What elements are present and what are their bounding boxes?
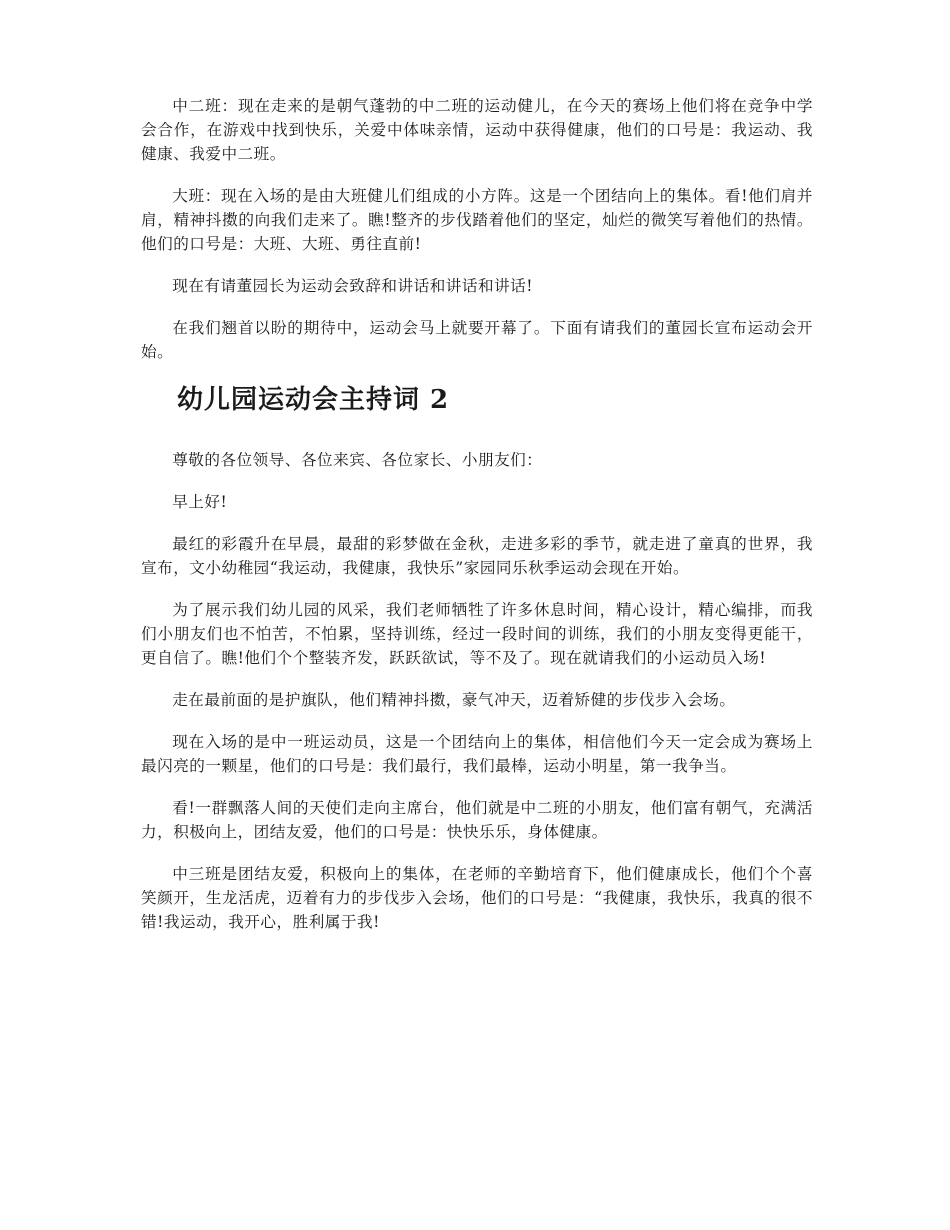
paragraph-good-morning: 早上好! (172, 493, 228, 511)
paragraph-announcement: 最红的彩霞升在早晨，最甜的彩梦做在金秋，走进多彩的季节，就走进了童真的世界，我宣布，文小幼稚园“我运动，我健康，我快乐”家园同乐秋季运动会现在开始。 (141, 535, 813, 577)
paragraph-director-speech: 现在有请董园长为运动会致辞和讲话和讲话和讲话! (172, 277, 534, 295)
paragraph-opening: 在我们翘首以盼的期待中，运动会马上就要开幕了。下面有请我们的董园长宣布运动会开始。 (141, 319, 813, 361)
paragraph-greeting: 尊敬的各位领导、各位来宾、各位家长、小朋友们： (172, 451, 543, 469)
section-heading: 幼儿园运动会主持词 2 (177, 385, 450, 415)
paragraph-mid2-class: 中二班：现在走来的是朝气蓬勃的中二班的运动健儿，在今天的赛场上他们将在竞争中学会合作，在游戏中找到快乐，关爱中体味亲情，运动中获得健康，他们的口号是：我运动、我健康、我爱中二班。 (141, 97, 813, 163)
paragraph-showcase: 为了展示我们幼儿园的风采，我们老师牺牲了许多休息时间，精心设计，精心编排，而我们小朋友们也不怕苦，不怕累，坚持训练，经过一段时间的训练，我们的小朋友变得更能干，更自信了。瞧!他们个个整装齐发，跃跃欲试，等不及了。现在就请我们的小运动员入场! (141, 601, 813, 667)
paragraph-flag-team: 走在最前面的是护旗队，他们精神抖擞，豪气冲天，迈着矫健的步伐步入会场。 (172, 691, 736, 709)
paragraph-mid2-angels: 看!一群飘落人间的天使们走向主席台，他们就是中二班的小朋友，他们富有朝气，充满活力，积极向上，团结友爱，他们的口号是：快快乐乐，身体健康。 (141, 799, 813, 841)
paragraph-mid3-class: 中三班是团结友爱，积极向上的集体，在老师的辛勤培育下，他们健康成长，他们个个喜笑颜开，生龙活虎，迈着有力的步伐步入会场，他们的口号是：“我健康，我快乐，我真的很不错!我运动，我开心，胜利属于我! (141, 865, 813, 931)
paragraph-senior-class: 大班：现在入场的是由大班健儿们组成的小方阵。这是一个团结向上的集体。看!他们肩并肩，精神抖擞的向我们走来了。瞧!整齐的步伐踏着他们的坚定，灿烂的微笑写着他们的热情。他们的口号是：大班、大班、勇往直前! (141, 187, 813, 253)
paragraph-mid1-class: 现在入场的是中一班运动员，这是一个团结向上的集体，相信他们今天一定会成为赛场上最闪亮的一颗星，他们的口号是：我们最行，我们最棒，运动小明星，第一我争当。 (141, 733, 813, 775)
document-body (141, 94, 813, 952)
